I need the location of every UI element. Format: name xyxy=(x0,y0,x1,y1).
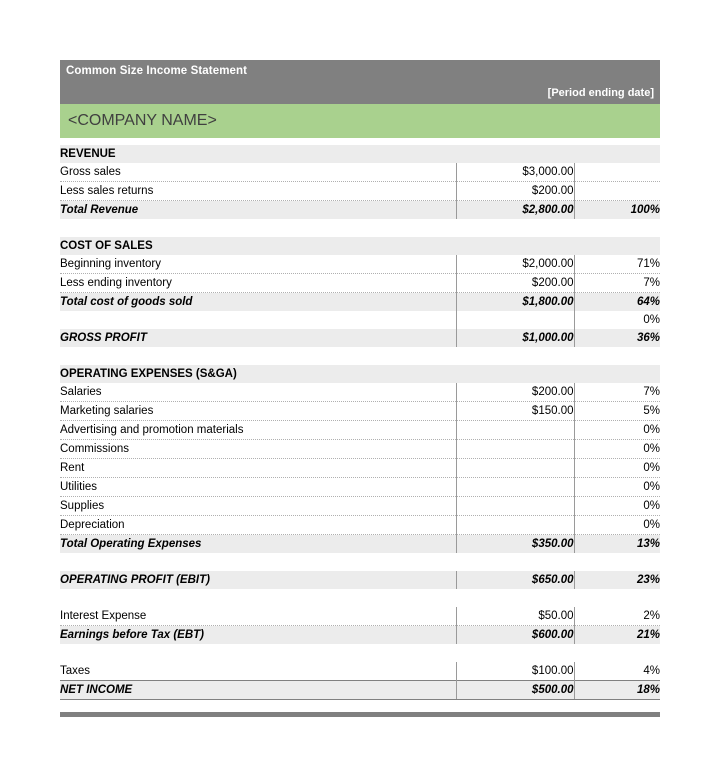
row-label: Taxes xyxy=(60,662,456,681)
row-percent: 36% xyxy=(636,332,660,344)
row-percent xyxy=(574,163,660,182)
footer-bar xyxy=(60,712,660,717)
operating-profit-table xyxy=(60,571,660,607)
row-label: GROSS PROFIT xyxy=(60,332,147,344)
row-amount: $200.00 xyxy=(456,182,574,201)
spacer-cell xyxy=(574,145,660,163)
row-spacer xyxy=(60,589,660,607)
row-amount xyxy=(456,440,574,459)
spacer-cell xyxy=(456,237,574,255)
row-percent: 18% xyxy=(574,681,660,700)
band-gap xyxy=(60,138,660,145)
spacer-cell xyxy=(574,237,660,255)
company-name: <COMPANY NAME> xyxy=(60,104,660,138)
row-amount: $200.00 xyxy=(456,274,574,293)
table-row xyxy=(60,402,660,421)
row-label: Advertising and promotion materials xyxy=(60,421,456,440)
row-label: Marketing salaries xyxy=(60,402,456,421)
period-ending-label: [Period ending date] xyxy=(547,87,654,99)
table-row xyxy=(60,478,660,497)
row-percent: 13% xyxy=(636,538,660,550)
row-percent: 100% xyxy=(630,204,660,216)
row-amount: $50.00 xyxy=(456,607,574,626)
row-percent: 23% xyxy=(636,574,660,586)
row-amount: $600.00 xyxy=(456,626,574,645)
row-spacer xyxy=(60,553,660,571)
row-percent: 0% xyxy=(643,314,660,326)
table-row-total xyxy=(60,201,660,220)
table-row xyxy=(60,311,660,329)
row-label: Rent xyxy=(60,459,456,478)
row-spacer xyxy=(60,347,660,365)
gross-profit-row xyxy=(60,329,660,347)
table-row xyxy=(60,662,660,681)
table-row xyxy=(60,383,660,402)
statement-header xyxy=(60,60,660,104)
row-percent: 64% xyxy=(636,296,660,308)
row-amount: $3,000.00 xyxy=(456,163,574,182)
row-amount xyxy=(456,459,574,478)
row-label: Total Operating Expenses xyxy=(60,538,202,550)
section-header-row xyxy=(60,365,660,383)
ebt-table xyxy=(60,607,660,662)
row-amount xyxy=(456,478,574,497)
row-label: Beginning inventory xyxy=(60,255,456,274)
row-percent: 0% xyxy=(574,516,660,535)
table-row xyxy=(60,516,660,535)
section-title-revenue: REVENUE xyxy=(60,148,116,160)
section-title-operating-expenses: OPERATING EXPENSES (S&GA) xyxy=(60,368,237,380)
table-row xyxy=(60,497,660,516)
row-label: Gross sales xyxy=(60,163,456,182)
row-percent: 0% xyxy=(574,459,660,478)
row-percent: 0% xyxy=(574,421,660,440)
row-percent: 0% xyxy=(574,440,660,459)
table-row xyxy=(60,459,660,478)
row-percent: 0% xyxy=(574,497,660,516)
operating-expenses-table xyxy=(60,365,660,571)
row-amount xyxy=(456,311,574,329)
row-label: Supplies xyxy=(60,497,456,516)
row-amount: $500.00 xyxy=(456,681,574,700)
spacer-cell xyxy=(456,365,574,383)
table-row xyxy=(60,607,660,626)
income-statement-sheet xyxy=(60,60,660,717)
table-row xyxy=(60,255,660,274)
row-amount: $2,800.00 xyxy=(456,201,574,220)
row-label: Utilities xyxy=(60,478,456,497)
row-percent: 5% xyxy=(574,402,660,421)
row-label: Less sales returns xyxy=(60,182,456,201)
row-percent: 21% xyxy=(636,629,660,641)
net-income-table xyxy=(60,662,660,700)
row-label: NET INCOME xyxy=(60,681,456,700)
table-row-total xyxy=(60,626,660,645)
row-spacer xyxy=(60,644,660,662)
row-label: Earnings before Tax (EBT) xyxy=(60,629,204,641)
table-row xyxy=(60,421,660,440)
spacer-cell xyxy=(456,145,574,163)
table-row-total xyxy=(60,293,660,312)
net-income-row xyxy=(60,681,660,700)
row-percent: 2% xyxy=(574,607,660,626)
row-percent: 71% xyxy=(574,255,660,274)
section-title-cost-of-sales: COST OF SALES xyxy=(60,240,153,252)
section-header-row xyxy=(60,237,660,255)
table-row xyxy=(60,440,660,459)
row-label xyxy=(60,311,456,329)
row-label: OPERATING PROFIT (EBIT) xyxy=(60,574,210,586)
spacer-cell xyxy=(574,365,660,383)
table-row xyxy=(60,182,660,201)
row-amount: $2,000.00 xyxy=(456,255,574,274)
row-percent: 4% xyxy=(574,662,660,681)
statement-title: Common Size Income Statement xyxy=(66,65,248,77)
row-label: Less ending inventory xyxy=(60,274,456,293)
row-percent: 7% xyxy=(574,274,660,293)
operating-profit-row xyxy=(60,571,660,589)
row-amount xyxy=(456,497,574,516)
row-amount: $200.00 xyxy=(456,383,574,402)
row-percent: 7% xyxy=(574,383,660,402)
row-spacer xyxy=(60,219,660,237)
row-label: Depreciation xyxy=(60,516,456,535)
table-row xyxy=(60,163,660,182)
row-percent: 0% xyxy=(574,478,660,497)
row-amount xyxy=(456,516,574,535)
row-label: Interest Expense xyxy=(60,607,456,626)
table-row-total xyxy=(60,535,660,554)
row-amount: $350.00 xyxy=(456,535,574,554)
section-header-row xyxy=(60,145,660,163)
row-label: Total cost of goods sold xyxy=(60,296,193,308)
row-amount: $1,000.00 xyxy=(456,329,574,347)
cost-of-sales-table xyxy=(60,237,660,365)
row-percent xyxy=(574,182,660,201)
table-row xyxy=(60,274,660,293)
row-amount: $650.00 xyxy=(456,571,574,589)
row-label: Total Revenue xyxy=(60,204,139,216)
row-amount: $1,800.00 xyxy=(456,293,574,312)
row-label: Salaries xyxy=(60,383,456,402)
row-amount: $150.00 xyxy=(456,402,574,421)
row-amount: $100.00 xyxy=(456,662,574,681)
row-amount xyxy=(456,421,574,440)
row-label: Commissions xyxy=(60,440,456,459)
footer-gap xyxy=(60,700,660,712)
revenue-table xyxy=(60,145,660,237)
